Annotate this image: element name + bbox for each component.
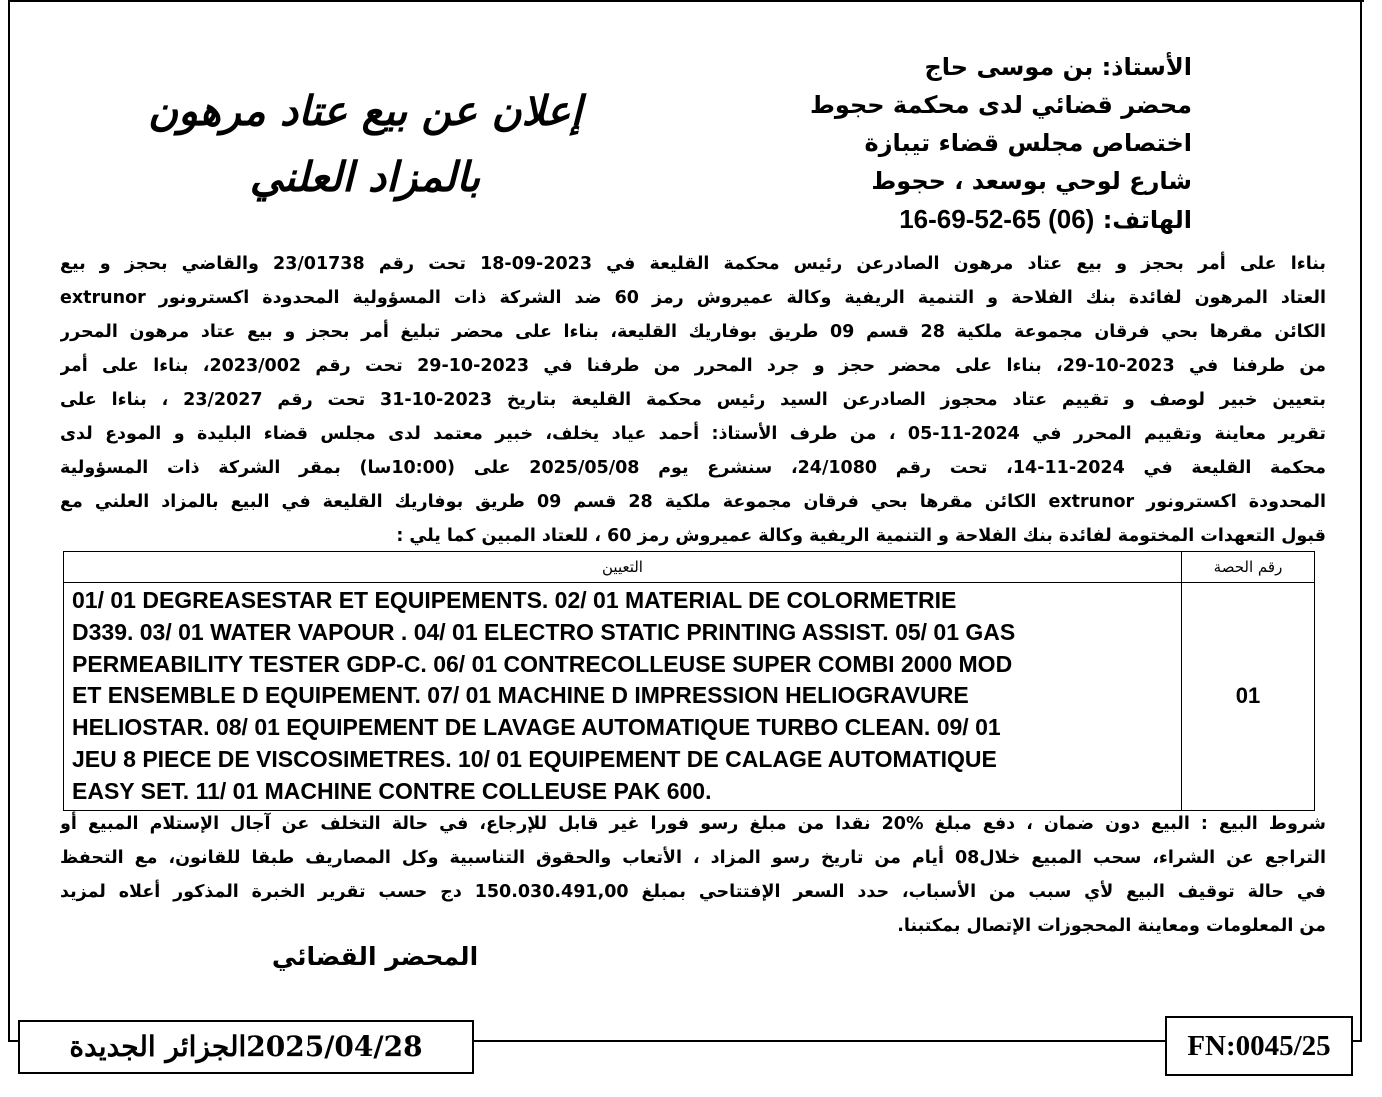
bailiff-address: شارع لوحي بوسعد ، حجوط [871, 167, 1192, 195]
lots-table-header-row [64, 552, 1315, 583]
publication-date-box: 2025/04/28الجزائر الجديدة [18, 1020, 474, 1074]
lot-description-line: EASY SET. 11/ 01 MACHINE CONTRE COLLEUSE PAK 600. [72, 777, 712, 804]
conditions-line: في حالة توقيف البيع لأي سبب من الأسباب، حدد السعر الإفتتاحي بمبلغ 150.030.491,00 دج حسب تقرير الخبرة المذكور أعلاه لمزيد [60, 882, 1326, 902]
phone-label: الهاتف: [1102, 206, 1192, 234]
reference-box: FN:0045/25 [1165, 1016, 1353, 1076]
body-line: المحدودة اكسترونور extrunor الكائن مقرها بحي فرقان مجموعة ملكية 28 قسم 09 طريق بوفاريك القليعة في البيع بالمزاد العلني مع [60, 492, 1326, 512]
body-line: الكائن مقرها بحي فرقان مجموعة ملكية 28 قسم 09 طريق بوفاريك القليعة، بناءا على محضر تبليغ أمر بحجز و بيع عتاد مرهون المحرر [60, 322, 1326, 342]
lots-table [63, 551, 1315, 811]
bailiff-phone [772, 200, 1192, 239]
conditions-line: شروط البيع : البيع دون ضمان ، دفع مبلغ %20 نقدا من مبلغ رسو فورا غير قابل للإرجاع، في حالة التخلف عن آجال الإستلام المبيع أو [60, 814, 1326, 834]
signature: المحضر القضائي [271, 942, 479, 971]
frame-top-border [8, 0, 1364, 2]
body-line: قبول التعهدات المختومة لفائدة بنك الفلاحة و التنمية الريفية وكالة عميروش رمز 60 ، للعتاد المبين كما يلي : [396, 526, 1326, 546]
body-line: بتعيين خبير لوصف و تقييم عتاد محجوز الصادرعن السيد رئيس محكمة القليعة بتاريخ 2023-10-31 تحت رقم 23/2027 ، بناءا على [60, 390, 1326, 410]
notice-body [60, 247, 1326, 553]
lot-description-line: 01/ 01 DEGREASESTAR ET EQUIPEMENTS. 02/ 01 MATERIAL DE COLORMETRIE [72, 587, 957, 613]
conditions-line: التراجع عن الشراء، سحب المبيع خلال08 أيام من تاريخ رسو المزاد ، الأتعاب والحقوق التناسبية وكل المصاريف طبقا للقانون، مع التحفظ [60, 848, 1326, 868]
title-line-1: إعلان عن بيع عتاد مرهون [148, 87, 582, 135]
body-line: تقرير معاينة وتقييم المحرر في 2024-11-05 ، من طرف الأستاذ: أحمد عياد يخلف، خبير معتمد لدى مجلس قضاء البليدة و المودع لدى [60, 424, 1326, 444]
bailiff-court: محضر قضائي لدى محكمة حجوط [809, 91, 1192, 119]
lot-number-column-header: رقم الحصة [1182, 552, 1315, 583]
body-line: العتاد المرهون لفائدة بنك الفلاحة و التنمية الريفية وكالة عميروش رمز 60 ضد الشركة ذات المسؤولية المحدودة اكسترونور extrunor [60, 288, 1326, 308]
lot-number: 01 [1182, 583, 1315, 811]
conditions-line: من المعلومات ومعاينة المحجوزات الإتصال بمكتبنا. [897, 916, 1326, 936]
body-line: من طرفنا في 2023-10-29، بناءا على محضر حجز و جرد المحرر من طرفنا في 2023-10-29 تحت رقم 2023/002، بناءا على أمر [60, 356, 1326, 376]
lot-description [64, 583, 1182, 811]
bailiff-name: الأستاذ: بن موسى حاج [924, 53, 1192, 81]
title-line-2: بالمزاد العلني [249, 153, 481, 201]
notice-title [85, 78, 645, 210]
frame-left-border [8, 0, 10, 1040]
lot-description-line: D339. 03/ 01 WATER VAPOUR . 04/ 01 ELECTRO STATIC PRINTING ASSIST. 05/ 01 GAS [72, 618, 1016, 645]
sale-conditions [60, 807, 1326, 943]
body-line: محكمة القليعة في 2024-11-14، تحت رقم 24/1080، سنشرع يوم 2025/05/08 على (10:00سا) بمقر الشركة ذات المسؤولية [60, 458, 1326, 478]
lot-description-line: JEU 8 PIECE DE VISCOSIMETRES. 10/ 01 EQUIPEMENT DE CALAGE AUTOMATIQUE [72, 745, 997, 772]
phone-number: 16-69-52-65 (06) [899, 204, 1095, 234]
table-row [64, 583, 1315, 811]
lot-description-line: HELIOSTAR. 08/ 01 EQUIPEMENT DE LAVAGE AUTOMATIQUE TURBO CLEAN. 09/ 01 [72, 714, 1001, 741]
description-column-header: التعيين [64, 552, 1182, 583]
lot-description-line: PERMEABILITY TESTER GDP-C. 06/ 01 CONTRECOLLEUSE SUPER COMBI 2000 MOD [72, 650, 1013, 677]
bailiff-header [772, 48, 1192, 239]
lot-description-line: ET ENSEMBLE D EQUIPEMENT. 07/ 01 MACHINE D IMPRESSION HELIOGRAVURE [72, 682, 969, 709]
bailiff-jurisdiction: اختصاص مجلس قضاء تيبازة [864, 129, 1192, 157]
frame-right-border [1360, 0, 1362, 1040]
body-line: بناءا على أمر بحجز و بيع عتاد مرهون الصادرعن رئيس محكمة القليعة في 2023-09-18 تحت رقم 23/01738 والقاضي بحجز و بيع [60, 254, 1326, 274]
